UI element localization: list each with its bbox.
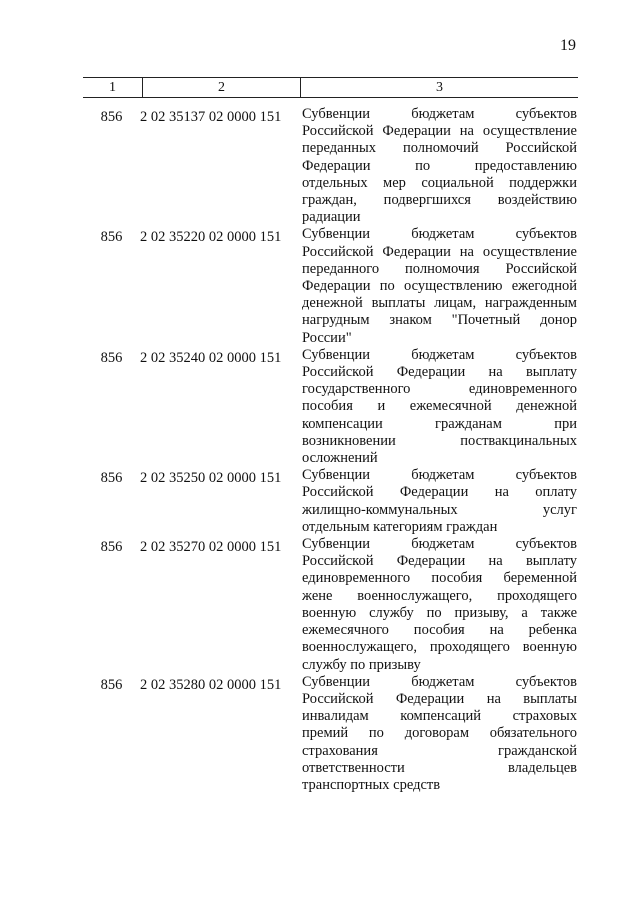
- description-line: компенсации гражданам при: [302, 415, 577, 432]
- page-number: 19: [560, 37, 576, 54]
- admin-code: 856: [100, 109, 123, 125]
- description-line: России": [302, 329, 352, 346]
- description-line: Российской Федерации на осуществление: [302, 123, 577, 140]
- budget-code: 2 02 35270 02 0000 151: [140, 539, 282, 556]
- description-line: Российской Федерации на выплату: [302, 364, 577, 381]
- description: [302, 106, 577, 226]
- description-line: военнослужащего, проходящего военную: [302, 639, 577, 656]
- description-line: осложнений: [302, 450, 378, 467]
- description-line: отдельным категориям граждан: [302, 518, 498, 535]
- table-row: [83, 106, 578, 226]
- admin-code: 856: [100, 349, 123, 366]
- description-line: переданных полномочий Российской: [302, 140, 577, 157]
- description: [302, 674, 577, 794]
- description-line: единовременного пособия беременной: [302, 570, 577, 587]
- description-line: службу по призыву: [302, 656, 421, 673]
- table-row: [83, 674, 578, 794]
- description-line: Российской Федерации на оплату: [302, 484, 577, 501]
- budget-code: 2 02 35250 02 0000 151: [140, 470, 282, 487]
- table-row: [83, 347, 578, 467]
- description-line: пособия и ежемесячной денежной: [302, 398, 577, 415]
- description-line: Субвенции бюджетам субъектов: [302, 536, 577, 553]
- description-line: Субвенции бюджетам субъектов: [302, 467, 577, 484]
- description: [302, 347, 577, 467]
- description-line: транспортных средств: [302, 776, 441, 793]
- description-line: нагрудным знаком "Почетный донор: [302, 312, 577, 329]
- table-row: [83, 536, 578, 674]
- description-line: возникновении поствакцинальных: [302, 432, 577, 449]
- header-col-2: 2: [143, 78, 301, 97]
- description-line: радиации: [302, 209, 361, 226]
- budget-code: 2 02 35280 02 0000 151: [140, 676, 282, 693]
- description-line: переданного полномочия Российской: [302, 260, 577, 277]
- description-line: жилищно-коммунальных услуг: [302, 501, 577, 518]
- description-line: Российской Федерации на осуществление: [302, 243, 577, 260]
- description-line: Субвенции бюджетам субъектов: [302, 106, 577, 122]
- description-line: Федерации по предоставлению: [302, 157, 577, 174]
- table-header: [83, 77, 578, 98]
- budget-code: 2 02 35240 02 0000 151: [140, 349, 282, 366]
- admin-code: 856: [100, 229, 123, 246]
- description-line: граждан, подвергшихся воздействию: [302, 192, 577, 209]
- admin-code: 856: [100, 539, 123, 556]
- table-row: [83, 226, 578, 346]
- description-line: жене военнослужащего, проходящего: [302, 587, 577, 604]
- description-line: ответственности владельцев: [302, 759, 577, 776]
- description-line: инвалидам компенсаций страховых: [302, 708, 577, 725]
- description-line: Российской Федерации на выплаты: [302, 690, 577, 707]
- description-line: Субвенции бюджетам субъектов: [302, 226, 577, 243]
- description: [302, 467, 577, 536]
- budget-code: 2 02 35137 02 0000 151: [140, 109, 282, 125]
- description-line: Субвенции бюджетам субъектов: [302, 346, 577, 363]
- admin-code: 856: [100, 470, 123, 487]
- description-line: ежемесячного пособия на ребенка: [302, 622, 577, 639]
- budget-code: 2 02 35220 02 0000 151: [140, 229, 282, 246]
- description-line: Субвенции бюджетам субъектов: [302, 673, 577, 690]
- description-line: военную службу по призыву, а также: [302, 604, 577, 621]
- admin-code: 856: [100, 676, 123, 693]
- table-body: [83, 106, 578, 794]
- description-line: Российской Федерации на выплату: [302, 553, 577, 570]
- description-line: государственного единовременного: [302, 381, 577, 398]
- description: [302, 226, 577, 346]
- header-col-1: 1: [83, 78, 143, 97]
- description-line: денежной выплаты лицам, награжденным: [302, 295, 577, 312]
- description-line: премий по договорам обязательного: [302, 725, 577, 742]
- header-col-3: 3: [436, 80, 443, 95]
- description: [302, 536, 577, 674]
- description-line: отдельных мер социальной поддержки: [302, 174, 577, 191]
- description-line: страхования гражданской: [302, 742, 577, 759]
- table-row: [83, 467, 578, 536]
- description-line: Федерации по осуществлению ежегодной: [302, 278, 577, 295]
